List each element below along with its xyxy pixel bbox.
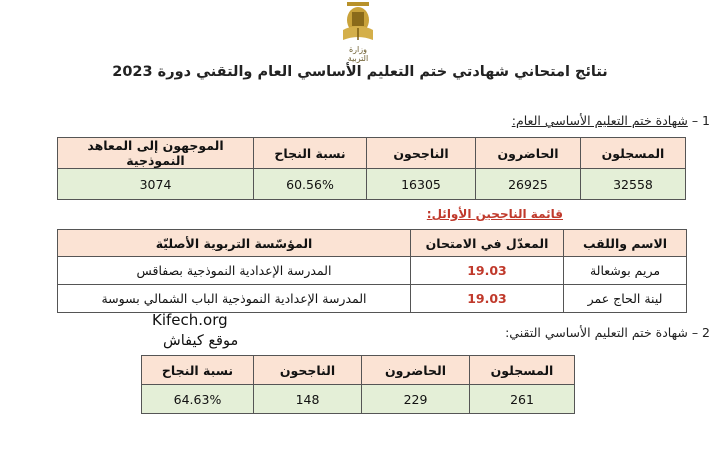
table-row [58,169,686,200]
value-registered: 32558 [581,169,686,200]
col-registered: المسجلون [470,356,575,385]
section1-table [57,137,686,200]
watermark-site: Kifech.org [152,311,228,329]
row1-school: المدرسة الإعدادية النموذجية بصفاقس [58,257,411,285]
col-success-rate: نسبة النجاح [142,356,254,385]
table-header-row [58,138,686,169]
section2-table [141,355,575,414]
section1-heading [512,113,710,128]
value-passed: 16305 [367,169,476,200]
row1-name: مريم بوشعالة [564,257,687,285]
table-row [142,385,575,414]
col-name: الاسم واللقب [564,230,687,257]
section1-title: شهادة ختم التعليم الأساسي العام: [511,113,688,128]
row1-average: 19.03 [411,257,564,285]
top-list-heading: قائمة الناجحين الأوائل: [426,207,563,221]
col-oriented: الموجهون إلى المعاهد النموذجية [58,138,254,169]
value-oriented: 3074 [58,169,254,200]
col-school: المؤسّسة التربوية الأصليّة [58,230,411,257]
value-success-rate: 64.63% [142,385,254,414]
row2-school: المدرسة الإعدادية النموذجية الباب الشمالي بسوسة [58,285,411,313]
col-success-rate: نسبة النجاح [254,138,367,169]
value-present: 229 [362,385,470,414]
top-list-table [57,229,687,313]
table-header-row [58,230,687,257]
col-passed: الناجحون [367,138,476,169]
table-row [58,257,687,285]
value-passed: 148 [254,385,362,414]
col-present: الحاضرون [362,356,470,385]
col-average: المعدّل في الامتحان [411,230,564,257]
section2-number: 2 – [691,325,710,340]
col-passed: الناجحون [254,356,362,385]
watermark-site-arabic: موقع كيفاش [163,333,239,349]
value-present: 26925 [476,169,581,200]
value-registered: 261 [470,385,575,414]
row2-name: لينة الحاج عمر [564,285,687,313]
page-title: نتائج امتحاني شهادتي ختم التعليم الأساسي العام والتقني دورة 2023 [112,64,608,80]
section2-heading [505,325,710,340]
section1-number: 1 – [691,113,710,128]
logo-caption: وزارة التربية [347,45,369,63]
section2-title: شهادة ختم التعليم الأساسي التقني: [505,325,688,340]
row2-average: 19.03 [411,285,564,313]
col-present: الحاضرون [476,138,581,169]
table-row [58,285,687,313]
col-registered: المسجلون [581,138,686,169]
value-success-rate: 60.56% [254,169,367,200]
table-header-row [142,356,575,385]
